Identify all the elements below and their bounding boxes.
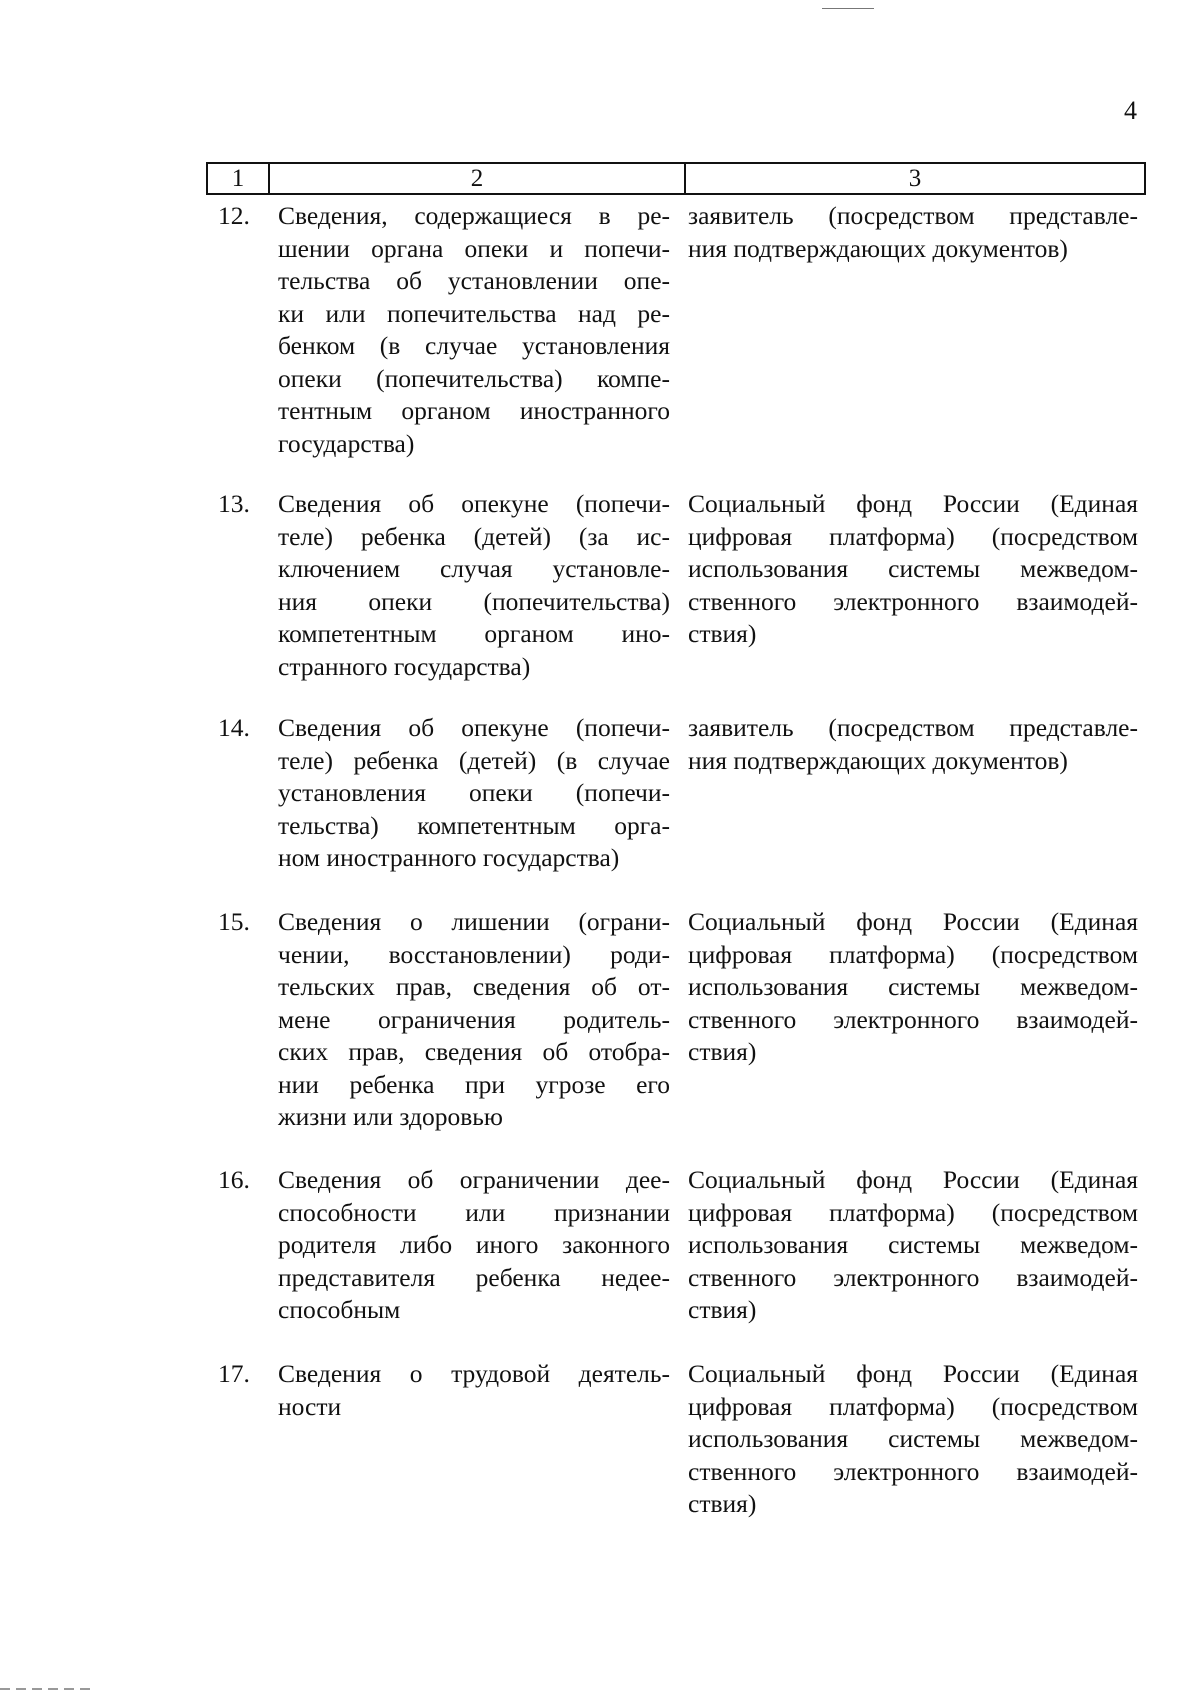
header-col-2: 2 xyxy=(270,164,686,193)
text-line: тельства) компетентным орга- xyxy=(278,810,670,840)
row-source xyxy=(688,488,1138,651)
text-line: ствия) xyxy=(688,619,757,648)
text-line: установления опеки (попечи- xyxy=(278,778,670,807)
text-line: теле) ребенка (детей) (в случае xyxy=(278,745,670,775)
row-number: 12. xyxy=(218,201,250,230)
header-col-1: 1 xyxy=(208,164,270,193)
text-line: государства) xyxy=(278,428,415,458)
text-line: использования системы межведом- xyxy=(688,1230,1138,1259)
text-line: шении органа опеки и попечи- xyxy=(278,233,670,263)
text-line: тентным органом иностранного xyxy=(278,396,670,425)
row-description xyxy=(278,200,670,460)
text-line: Социальный фонд России (Единая xyxy=(688,489,1138,518)
scan-mark-bottom xyxy=(0,1688,96,1690)
page-number: 4 xyxy=(1124,96,1137,125)
text-line: бенком (в случае установления xyxy=(278,331,670,360)
text-line: Сведения об опекуне (попечи- xyxy=(278,713,670,742)
text-line: ствия) xyxy=(688,1295,757,1324)
text-line: ских прав, сведения об отобра- xyxy=(278,1037,670,1066)
text-line: заявитель (посредством представле- xyxy=(688,201,1138,230)
scan-mark-top xyxy=(822,8,874,9)
text-line: использования системы межведом- xyxy=(688,1424,1138,1453)
row-source xyxy=(688,1358,1138,1521)
text-line: представителя ребенка недее- xyxy=(278,1262,670,1292)
text-line: тельских прав, сведения об от- xyxy=(278,972,670,1001)
text-line: цифровая платформа) (посредством xyxy=(688,1391,1138,1421)
text-line: ки или попечительства над ре- xyxy=(278,298,670,328)
text-line: Социальный фонд России (Единая xyxy=(688,907,1138,936)
text-line: цифровая платформа) (посредством xyxy=(688,1197,1138,1227)
row-number: 14. xyxy=(218,713,250,742)
text-line: компетентным органом ино- xyxy=(278,619,670,648)
text-line: ственного электронного взаимодей- xyxy=(688,1004,1138,1034)
row-source xyxy=(688,712,1138,777)
row-description xyxy=(278,1164,670,1327)
text-line: заявитель (посредством представле- xyxy=(688,713,1138,742)
text-line: ном иностранного государства) xyxy=(278,843,620,872)
text-line: странного государства) xyxy=(278,651,531,681)
row-number: 13. xyxy=(218,489,250,518)
text-line: Социальный фонд России (Единая xyxy=(688,1165,1138,1194)
text-line: ственного электронного взаимодей- xyxy=(688,1456,1138,1486)
text-line: цифровая платформа) (посредством xyxy=(688,939,1138,969)
row-number: 17. xyxy=(218,1359,250,1388)
row-description xyxy=(278,1358,670,1423)
row-number: 16. xyxy=(218,1165,250,1194)
text-line: ния подтверждающих документов) xyxy=(688,233,1068,263)
text-line: ключением случая установле- xyxy=(278,554,670,583)
text-line: ния подтверждающих документов) xyxy=(688,745,1068,775)
row-description xyxy=(278,712,670,875)
text-line: мене ограничения родитель- xyxy=(278,1004,670,1034)
text-line: Социальный фонд России (Единая xyxy=(688,1359,1138,1388)
text-line: ствия) xyxy=(688,1037,757,1066)
table-header-row xyxy=(206,162,1146,195)
row-source xyxy=(688,200,1138,265)
text-line: способным xyxy=(278,1295,401,1324)
text-line: тельства об установлении опе- xyxy=(278,266,670,295)
text-line: использования системы межведом- xyxy=(688,972,1138,1001)
text-line: использования системы межведом- xyxy=(688,554,1138,583)
text-line: нии ребенка при угрозе его xyxy=(278,1069,670,1099)
text-line: ственного электронного взаимодей- xyxy=(688,586,1138,616)
text-line: Сведения об опекуне (попечи- xyxy=(278,489,670,518)
text-line: чении, восстановлении) роди- xyxy=(278,939,670,969)
text-line: цифровая платформа) (посредством xyxy=(688,521,1138,551)
row-description xyxy=(278,488,670,683)
text-line: ствия) xyxy=(688,1489,757,1518)
row-number: 15. xyxy=(218,907,250,936)
header-col-3: 3 xyxy=(908,164,922,192)
text-line: теле) ребенка (детей) (за ис- xyxy=(278,521,670,551)
text-line: ния опеки (попечительства) xyxy=(278,586,670,616)
row-description xyxy=(278,906,670,1134)
text-line: ственного электронного взаимодей- xyxy=(688,1262,1138,1292)
text-line: Сведения, содержащиеся в ре- xyxy=(278,201,670,230)
text-line: Сведения о лишении (ограни- xyxy=(278,907,670,936)
text-line: опеки (попечительства) компе- xyxy=(278,363,670,393)
row-source xyxy=(688,1164,1138,1327)
text-line: Сведения о трудовой деятель- xyxy=(278,1359,670,1388)
text-line: способности или признании xyxy=(278,1197,670,1227)
row-source xyxy=(688,906,1138,1069)
text-line: Сведения об ограничении дее- xyxy=(278,1165,670,1194)
text-line: ности xyxy=(278,1391,342,1421)
text-line: родителя либо иного законного xyxy=(278,1230,670,1259)
text-line: жизни или здоровью xyxy=(278,1102,503,1131)
